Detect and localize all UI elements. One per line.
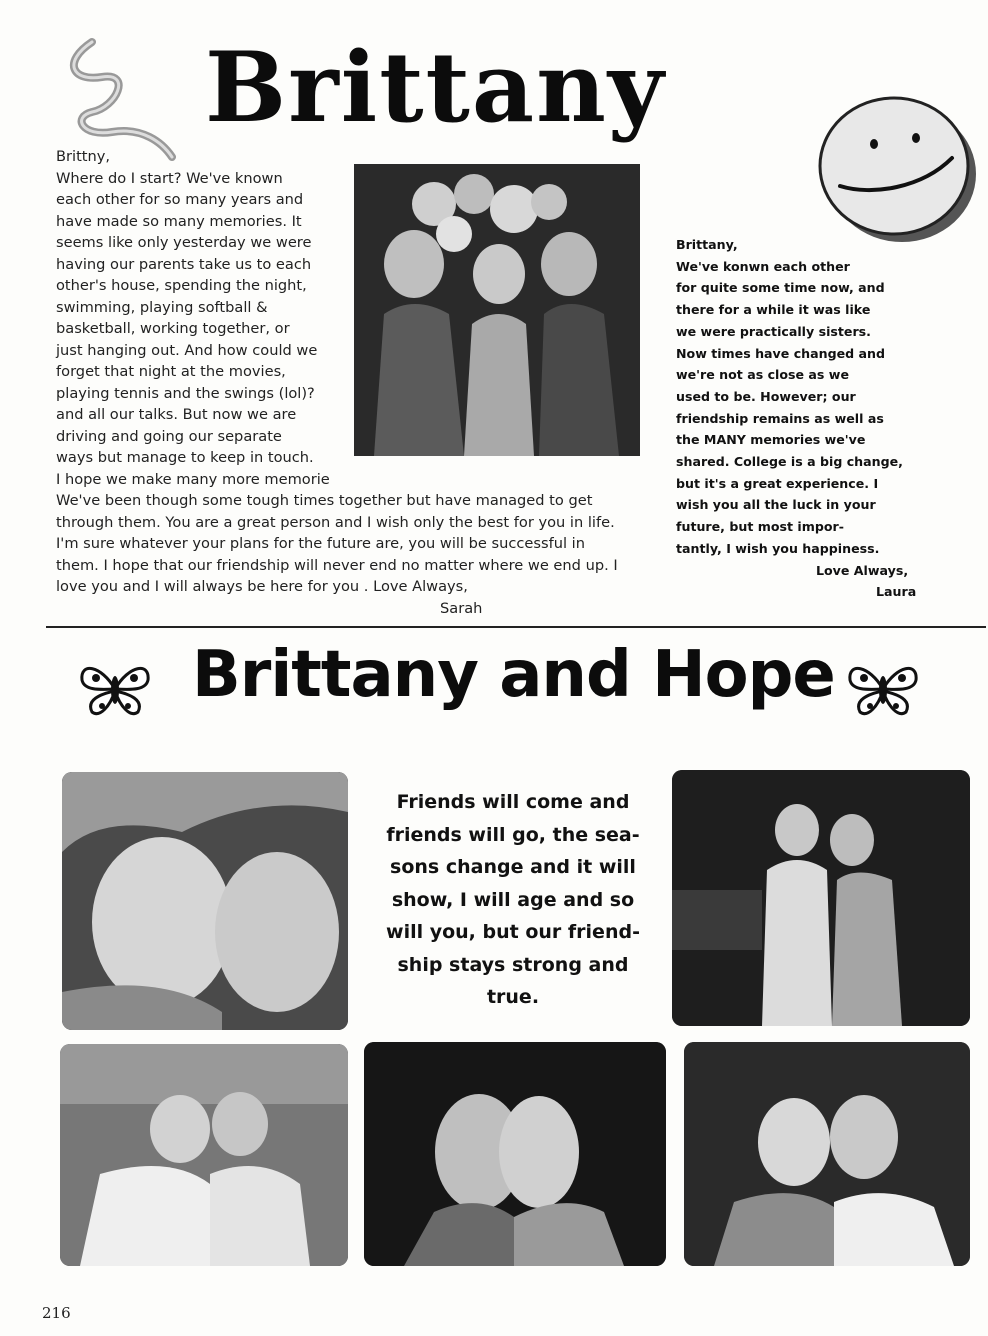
- letter-line: have made so many memories. It: [56, 212, 302, 230]
- letter-line: Now times have changed and: [676, 345, 886, 361]
- letter-line: We've konwn each other: [676, 258, 850, 274]
- letter-line: forget that night at the movies,: [56, 363, 286, 380]
- letter-line: future, but most impor-: [676, 519, 844, 535]
- letter-line: for quite some time now, and: [676, 280, 885, 296]
- letter-line: other's house, spending the night,: [56, 277, 307, 294]
- photo-homecoming-queen: [672, 770, 970, 1026]
- letter-line: them. I hope that our friendship will never end no matter where we end up. I: [56, 556, 618, 574]
- photo-friends-ponytails: [684, 1042, 970, 1266]
- letter-line: through them. You are a great person and I wish only the best for you in life.: [56, 513, 615, 531]
- letter-line: I hope we make many more memorie: [56, 470, 330, 488]
- letter-line: basketball, working together, or: [56, 320, 290, 337]
- letter-signature: Sarah: [440, 599, 483, 617]
- letter-line: I'm sure whatever your plans for the future are, you will be successful in: [56, 535, 585, 552]
- letter-line: the MANY memories we've: [676, 432, 866, 448]
- photo-friends-tshirts: [60, 1044, 348, 1266]
- photo-two-friends-closeup: [62, 772, 348, 1030]
- letter-line: We've been though some tough times together but have managed to get: [56, 492, 593, 509]
- letter-line: Brittany,: [676, 237, 738, 252]
- letter-line: but it's a great experience. I: [676, 475, 879, 491]
- letter-line: there for a while it was like: [676, 302, 871, 318]
- butterfly-icon: [844, 660, 922, 718]
- letter-line: Where do I start? We've known: [56, 169, 283, 187]
- letter-line: we're not as close as we: [676, 367, 849, 383]
- butterfly-icon: [76, 660, 154, 718]
- letter-line: used to be. However; our: [676, 388, 856, 404]
- letter-line: just hanging out. And how could we: [56, 341, 318, 359]
- letter-closing: Love Always,: [816, 562, 909, 578]
- letter-line: wish you all the luck in your: [676, 497, 876, 513]
- smiley-face-icon: [812, 88, 982, 248]
- letter-line: each other for so many years and: [56, 191, 304, 208]
- letter-line: swimming, playing softball &: [56, 298, 268, 316]
- letter-line: playing tennis and the swings (lol)?: [56, 384, 315, 402]
- ribbon-icon: [62, 22, 202, 162]
- photo-two-blondes-night: [364, 1042, 666, 1266]
- letter-line: friendship remains as well as: [676, 410, 884, 426]
- letter-from-laura: [676, 234, 976, 603]
- letter-signature: Laura: [876, 584, 917, 600]
- letter-line: tantly, I wish you happiness.: [676, 540, 880, 556]
- letter-line: and all our talks. But now we are: [56, 406, 297, 423]
- section-title-brittany-and-hope: Brittany and Hope: [192, 638, 835, 712]
- letter-line: driving and going our separate: [56, 427, 282, 445]
- photo-three-girls: [354, 164, 640, 456]
- page-title-brittany: Brittany: [205, 31, 666, 144]
- page-number: 216: [42, 1304, 71, 1322]
- letter-line: ways but manage to keep in touch.: [56, 449, 314, 466]
- letter-line: love you and I will always be here for you . Love Always,: [56, 578, 468, 595]
- letter-line: we were practically sisters.: [676, 323, 871, 339]
- friendship-poem: Friends will come and friends will go, the sea-sons change and it will show, I will age and so will you, but our friend-ship stays strong and true.: [386, 791, 640, 1008]
- letter-line: seems like only yesterday we were: [56, 234, 312, 251]
- letter-line: Brittny,: [56, 148, 111, 165]
- section-divider: [46, 626, 986, 628]
- letter-line: having our parents take us to each: [56, 255, 312, 273]
- letter-line: shared. College is a big change,: [676, 454, 903, 470]
